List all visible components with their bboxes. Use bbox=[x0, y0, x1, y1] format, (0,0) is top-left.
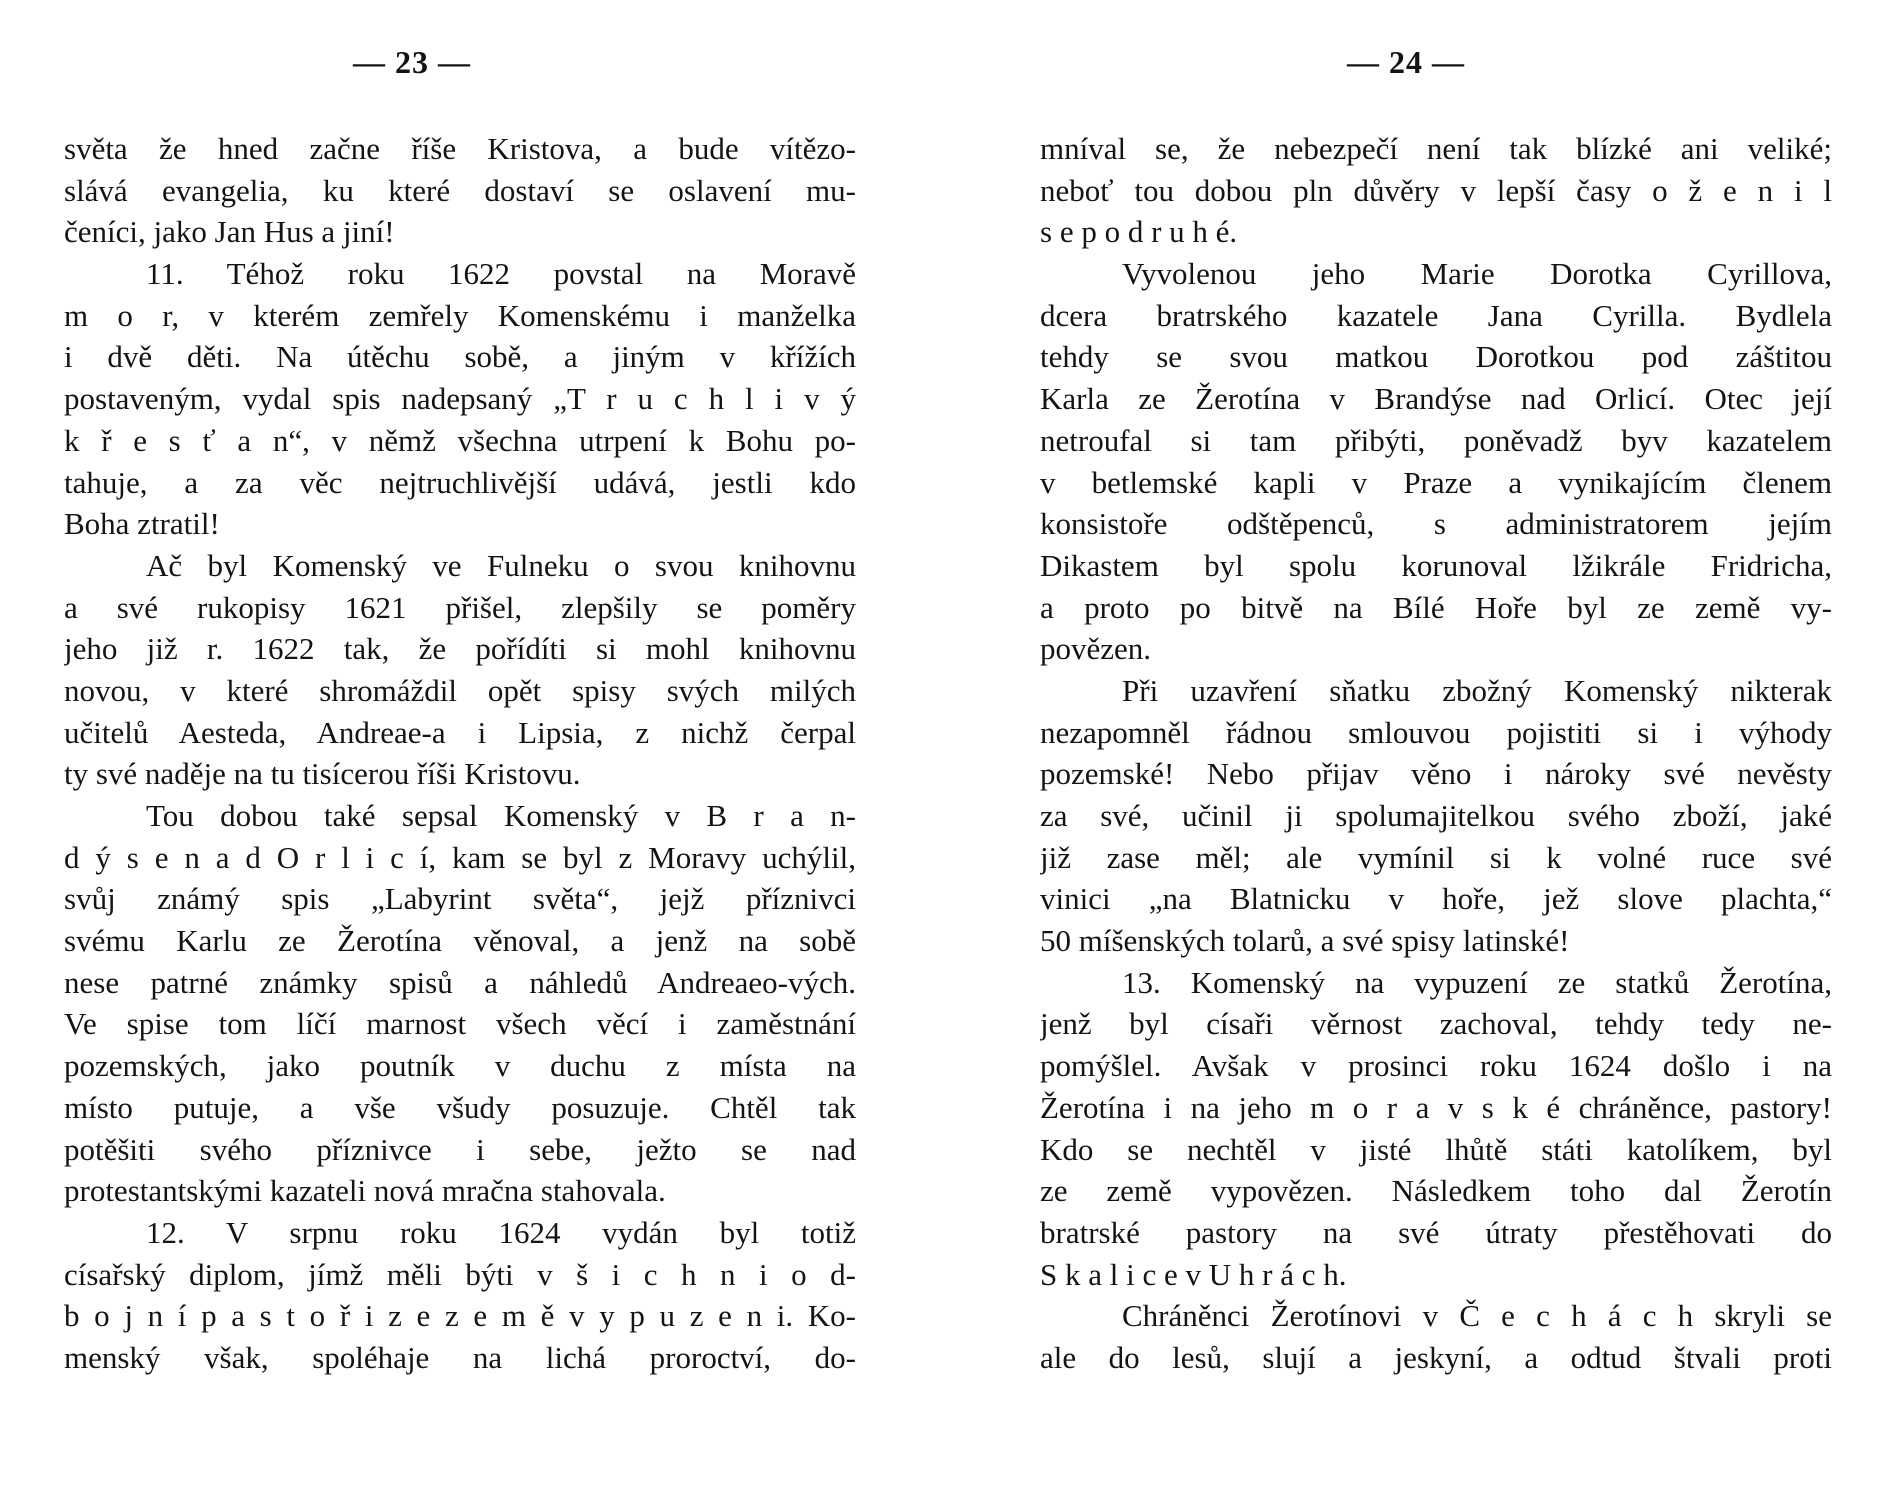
text-line: císařský diplom, jímž měli býti v š i c h n i o d- bbox=[64, 1256, 856, 1292]
text-line: i dvě děti. Na útěchu sobě, a jiným v křížích bbox=[64, 339, 856, 375]
text-line: protestantskými kazateli nová mračna stahovala. bbox=[64, 1173, 666, 1209]
text-line: 11. Téhož roku 1622 povstal na Moravě bbox=[146, 256, 856, 292]
text-line: 12. V srpnu roku 1624 vydán byl totiž bbox=[146, 1214, 856, 1250]
text-line: S k a l i c e v U h r á c h. bbox=[1040, 1256, 1347, 1292]
text-line: postaveným, vydal spis nadepsaný „T r u c h l i v ý bbox=[64, 381, 856, 417]
text-line: 50 míšenských tolarů, a své spisy latinské! bbox=[1040, 923, 1570, 959]
text-line: v betlemské kapli v Praze a vynikajícím členem bbox=[1040, 464, 1832, 500]
text-line: Chráněnci Žerotínovi v Č e c h á c h skryli se bbox=[1122, 1298, 1832, 1334]
text-line: tehdy se svou matkou Dorotkou pod záštitou bbox=[1040, 339, 1832, 375]
text-line: Ač byl Komenský ve Fulneku o svou knihovnu bbox=[146, 547, 856, 583]
page-number-24: — 24 — bbox=[1347, 44, 1465, 80]
text-line: světa že hned začne říše Kristova, a bude vítězo- bbox=[64, 131, 856, 166]
text-line: netroufal si tam přibýti, poněvadž byv kazatelem bbox=[1040, 422, 1832, 458]
text-line: bratrské pastory na své útraty přestěhovati do bbox=[1040, 1214, 1832, 1250]
text-line: ze země vypovězen. Následkem toho dal Žerotín bbox=[1040, 1173, 1832, 1209]
text-line: Kdo se nechtěl v jisté lhůtě státi katolíkem, byl bbox=[1040, 1131, 1832, 1167]
text-line: učitelů Aesteda, Andreae-a i Lipsia, z nichž čerpal bbox=[64, 714, 856, 750]
text-line: za své, učinil ji spolumajitelkou svého zboží, jaké bbox=[1040, 798, 1832, 833]
text-line: svému Karlu ze Žerotína věnoval, a jenž na sobě bbox=[64, 923, 856, 959]
text-line: vinici „na Blatnicku v hoře, jež slove plachta,“ bbox=[1040, 881, 1832, 917]
text-line: Boha ztratil! bbox=[64, 506, 220, 542]
text-line: Při uzavření sňatku zbožný Komenský nikterak bbox=[1122, 672, 1832, 708]
text-line: ty své naděje na tu tisícerou říši Kristovu. bbox=[64, 756, 581, 792]
text-line: 13. Komenský na vypuzení ze statků Žerotína, bbox=[1122, 964, 1832, 1000]
text-line: a své rukopisy 1621 přišel, zlepšily se poměry bbox=[64, 589, 856, 625]
text-line: jeho již r. 1622 tak, že pořídíti si mohl knihovnu bbox=[64, 631, 856, 667]
text-line: dcera bratrského kazatele Jana Cyrilla. Bydlela bbox=[1040, 297, 1832, 333]
text-line: povězen. bbox=[1040, 631, 1152, 667]
text-line: ale do lesů, slují a jeskyní, a odtud štvali proti bbox=[1040, 1339, 1832, 1375]
right-page bbox=[1040, 0, 1832, 1500]
text-line: Dikastem byl spolu korunoval lžikrále Fridricha, bbox=[1040, 547, 1832, 583]
text-line: Ve spise tom líčí marnost všech věcí i zaměstnání bbox=[64, 1006, 856, 1042]
text-line: slává evangelia, ku které dostaví se oslavení mu- bbox=[64, 172, 856, 208]
text-line: menský však, spoléhaje na lichá proroctví, do- bbox=[64, 1339, 856, 1375]
text-line: pozemské! Nebo přijav věno i nároky své nevěsty bbox=[1040, 756, 1832, 792]
text-line: mníval se, že nebezpečí není tak blízké ani veliké; bbox=[1040, 131, 1832, 166]
text-line: svůj známý spis „Labyrint světa“, jejž příznivci bbox=[64, 881, 856, 917]
text-line: a proto po bitvě na Bílé Hoře byl ze země vy- bbox=[1040, 589, 1832, 625]
text-line: čeníci, jako Jan Hus a jiní! bbox=[64, 214, 395, 250]
text-line: novou, v které shromáždil opět spisy svých milých bbox=[64, 672, 856, 708]
text-line: tahuje, a za věc nejtruchlivější udává, jestli kdo bbox=[64, 464, 856, 500]
page-number-23: — 23 — bbox=[353, 44, 471, 80]
text-line: nezapomněl řádnou smlouvou pojistiti si i výhody bbox=[1040, 714, 1832, 750]
text-line: m o r, v kterém zemřely Komenskému i manželka bbox=[64, 297, 856, 333]
left-page-text bbox=[64, 128, 856, 1379]
text-line: d ý s e n a d O r l i c í, kam se byl z Moravy uchýlil, bbox=[64, 839, 856, 875]
text-line: pozemských, jako poutník v duchu z místa na bbox=[64, 1048, 856, 1084]
text-line: k ř e s ť a n“, v němž všechna utrpení k Bohu po- bbox=[64, 422, 856, 458]
text-line: Vyvolenou jeho Marie Dorotka Cyrillova, bbox=[1122, 256, 1832, 292]
right-page-text bbox=[1040, 128, 1832, 1379]
text-line: již zase měl; ale vymínil si k volné ruce své bbox=[1040, 839, 1832, 875]
text-line: s e p o d r u h é. bbox=[1040, 214, 1238, 250]
text-line: nese patrné známky spisů a náhledů Andreaeo-vých. bbox=[64, 964, 856, 1000]
left-page bbox=[64, 0, 856, 1500]
text-line: místo putuje, a vše všudy posuzuje. Chtěl tak bbox=[64, 1089, 856, 1125]
text-line: pomýšlel. Avšak v prosinci roku 1624 došlo i na bbox=[1040, 1048, 1832, 1084]
text-line: neboť tou dobou pln důvěry v lepší časy o ž e n i l bbox=[1040, 172, 1832, 208]
text-line: Karla ze Žerotína v Brandýse nad Orlicí. Otec její bbox=[1040, 381, 1832, 417]
text-line: b o j n í p a s t o ř i z e z e m ě v y p u z e n i. Ko- bbox=[64, 1298, 856, 1334]
text-line: potěšiti svého příznivce i sebe, ježto se nad bbox=[64, 1131, 856, 1167]
text-line: konsistoře odštěpenců, s administratorem jejím bbox=[1040, 506, 1832, 542]
text-line: Žerotína i na jeho m o r a v s k é chráněnce, pastory! bbox=[1040, 1089, 1832, 1125]
text-line: jenž byl císaři věrnost zachoval, tehdy tedy ne- bbox=[1040, 1006, 1832, 1042]
text-line: Tou dobou také sepsal Komenský v B r a n- bbox=[146, 798, 856, 833]
